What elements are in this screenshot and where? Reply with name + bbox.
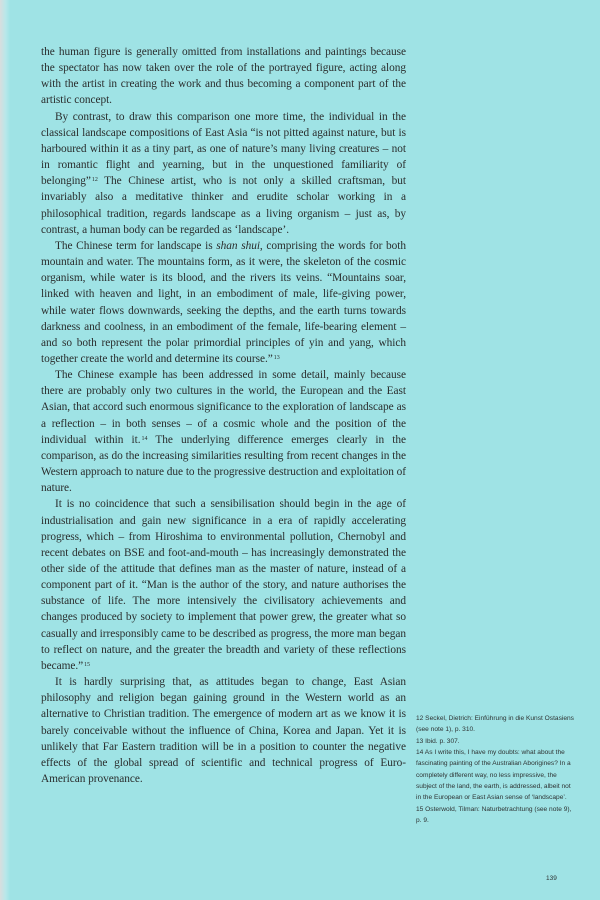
footnotes — [416, 713, 576, 826]
paragraph-4-tail: The underlying difference emerges clearly in the comparison, as do the increasing similarities resulting from recent changes in the Western approach to nature due to the progressive destruction and exploitation of nature. — [41, 433, 406, 495]
page-number: 139 — [546, 875, 557, 882]
paragraph-3 — [41, 238, 406, 367]
paragraph-5 — [41, 496, 406, 674]
footnote-12: 12 Seckel, Dietrich: Einführung in die Kunst Ostasiens (see note 1), p. 310. — [416, 715, 574, 734]
footnote-ref-15: 15 — [84, 661, 91, 668]
paragraph-4 — [41, 367, 406, 496]
footnote-13: 13 Ibid. p. 307. — [416, 737, 460, 745]
footnote-ref-13: 13 — [273, 354, 280, 361]
paragraph-2-tail: The Chinese artist, who is not only a skilled craftsman, but invariably also a meditative thinker and erudite scholar working in a philosophical tradition, regards landscape as a living organism – just as, by contrast, a human body can be regarded as ‘landscape’. — [41, 175, 406, 236]
paragraph-3-post: , comprising the words for both mountain and water. The mountains form, as it were, the skeleton of the cosmic organism, while water is its blood, and the rivers its veins. “Mountains soar, linked with heaven and light, in an embodiment of male, life-giving power, while water flows downwards, seeking the depths, and the earth turns towards darkness and coolness, in an embodiment of the female, life-bearing element – and so both represent the polar primordial principles of yin and yang, which together create the world and determine its course.” — [41, 239, 406, 365]
footnote-14: 14 As I write this, I have my doubts: what about the fascinating painting of the Australian Aborigines? In a completely different way, no less impressive, the subject of the land, the earth, is addressed, albeit not in the European or East Asian sense of ‘landscape’. — [416, 749, 571, 802]
paragraph-2-text: By contrast, to draw this comparison one more time, the individual in the classical landscape compositions of East Asia “is not pitted against nature, but is harboured within it as a tiny part, as one of nature’s many living creatures – not in romantic flight and yearning, but in the unquestioned familiarity of belonging” — [41, 110, 406, 188]
paragraph-5-text: It is no coincidence that such a sensibilisation should begin in the age of industrialisation and gain new significance in a era of rapidly accelerating progress, which – from Hiroshima to environmental pollution, Chernobyl and recent debates on BSE and foot-and-mouth – has increasingly demonstrated the other side of the attitude that defines man as the master of nature, instead of a component part of it. “Man is the author of the story, and nature authorises the substance of life. The more intensively the civilisatory achievements and changes produced by society to implement that power grew, the greater what so casually and irresponsibly came to be described as progress, the more man began to reflect on nature, and the greater the breadth and variety of these reflections became.” — [41, 498, 406, 672]
footnote-15: 15 Osterwold, Tilman: Naturbetrachtung (see note 9), p. 9. — [416, 805, 572, 825]
paragraph-2 — [41, 109, 406, 238]
body-text — [41, 44, 406, 787]
term-shan-shui: shan shui — [216, 239, 260, 252]
footnote-ref-12: 12 — [91, 177, 98, 184]
footnote-ref-14: 14 — [141, 435, 148, 442]
paragraph-1: the human figure is generally omitted from installations and paintings because the spectator has now taken over the role of the portrayed figure, acting along with the artist in creating the work and thus becoming a component part of the artistic concept. — [41, 46, 406, 107]
page-edge — [0, 0, 10, 900]
paragraph-4-text: The Chinese example has been addressed in some detail, mainly because there are probably only two cultures in the world, the European and the East Asian, that accord such enormous significance to the exploration of landscape as a reflection – in both senses – of a cosmic whole and the position of the individual within it. — [41, 369, 406, 446]
paragraph-3-pre: The Chinese term for landscape is — [55, 239, 217, 252]
paragraph-6: It is hardly surprising that, as attitudes began to change, East Asian philosophy and religion began gaining ground in the Western world as an alternative to Christian tradition. The emergence of modern art as we know it is barely conceivable without the influence of China, Korea and Japan. Yet it is unlikely that Far Eastern tradition will be in a position to counter the negative effects of the global spread of scientific and technical progress of Euro-American provenance. — [41, 676, 406, 786]
